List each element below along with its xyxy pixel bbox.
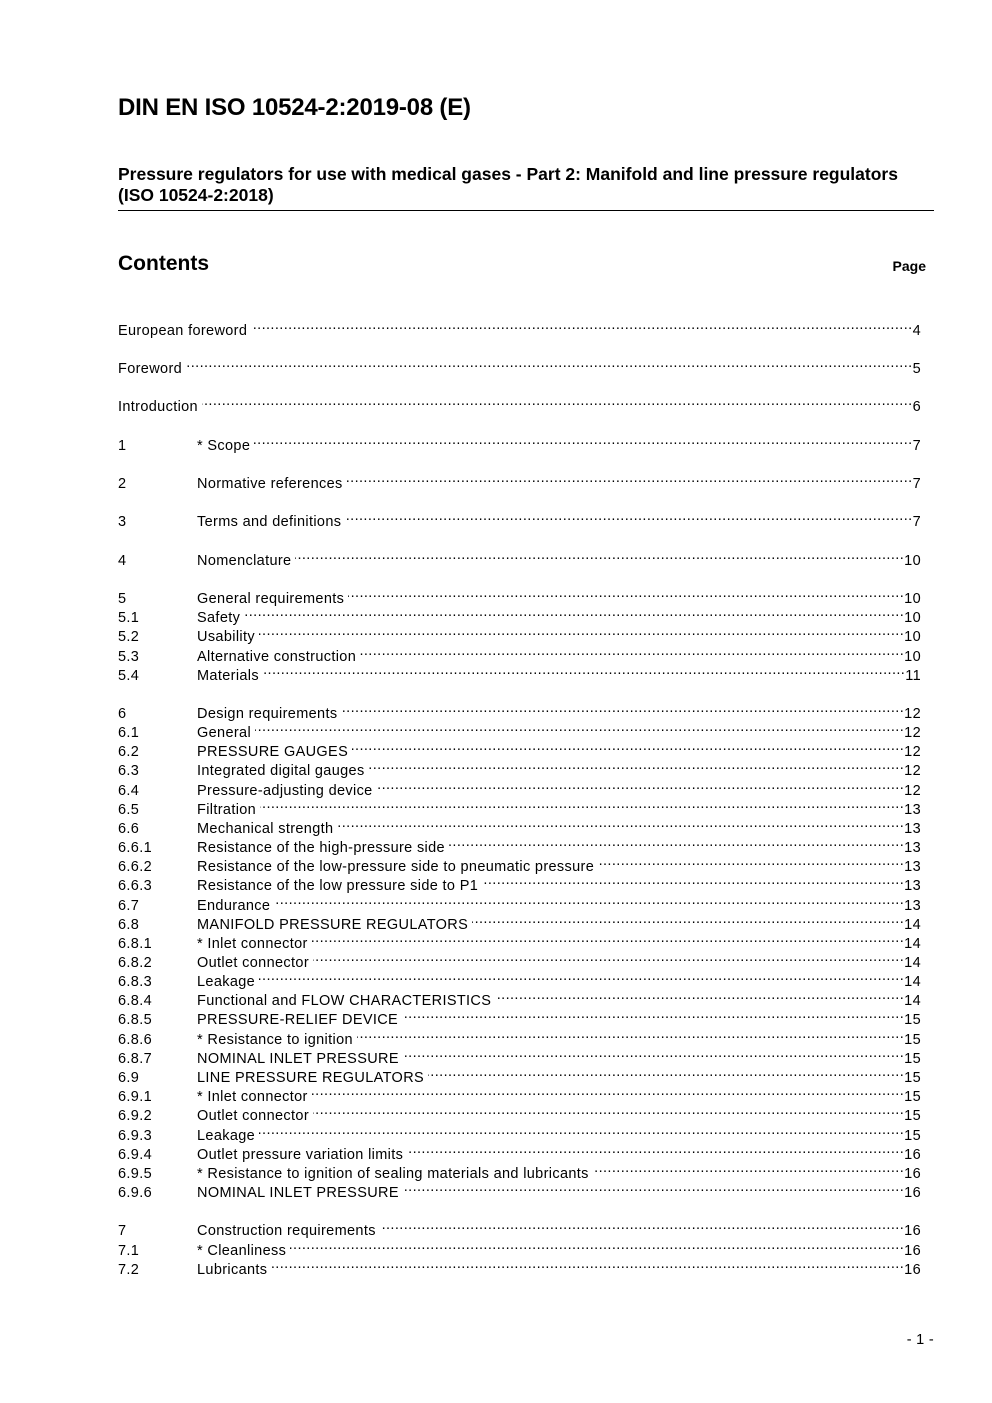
- toc-page-number: 12: [904, 763, 921, 779]
- toc-section-title: European foreword: [118, 323, 248, 339]
- toc-section-number: 7.1: [118, 1243, 140, 1259]
- toc-dot-leader: [244, 603, 904, 622]
- toc-section-title: Mechanical strength: [197, 821, 334, 837]
- toc-dot-leader: [357, 1025, 904, 1044]
- toc-entry[interactable]: [118, 1101, 921, 1124]
- toc-section-title: Outlet connector: [197, 1108, 309, 1124]
- toc-section-number: 5.2: [118, 629, 140, 645]
- toc-dot-leader: [495, 986, 904, 1005]
- toc-entry[interactable]: [118, 776, 921, 799]
- toc-entry[interactable]: [118, 1255, 921, 1278]
- toc-section-title: Terms and definitions: [197, 514, 342, 530]
- toc-section-number: 3: [118, 514, 127, 530]
- toc-page-number: 16: [904, 1147, 921, 1163]
- toc-section-number: 6.9.2: [118, 1108, 152, 1124]
- toc-section-number: 6.9.3: [118, 1128, 152, 1144]
- toc-section-title: * Inlet connector: [197, 936, 308, 952]
- toc-entry[interactable]: [118, 891, 921, 914]
- toc-section-number: 6.7: [118, 898, 140, 914]
- toc-section-number: 6.9.5: [118, 1166, 152, 1182]
- toc-dot-leader: [312, 929, 904, 948]
- toc-section-title: MANIFOLD PRESSURE REGULATORS: [197, 917, 469, 933]
- toc-section-number: 6.8: [118, 917, 140, 933]
- toc-page-number: 15: [904, 1032, 921, 1048]
- toc-section-number: 6.9: [118, 1070, 140, 1086]
- toc-page-number: 10: [904, 610, 921, 626]
- toc-entry[interactable]: [118, 507, 921, 530]
- toc-section-title: Usability: [197, 629, 255, 645]
- toc-dot-leader: [449, 833, 904, 852]
- toc-entry[interactable]: [118, 871, 921, 894]
- toc-page-number: 15: [904, 1070, 921, 1086]
- toc-section-number: 6.8.7: [118, 1051, 152, 1067]
- toc-section-title: * Resistance to ignition of sealing materials and lubricants: [197, 1166, 589, 1182]
- toc-section-title: Nomenclature: [197, 553, 292, 569]
- toc-page-number: 4: [912, 323, 921, 339]
- toc-section-number: 6.9.6: [118, 1185, 152, 1201]
- toc-section-title: * Resistance to ignition: [197, 1032, 353, 1048]
- toc-section-title: Outlet connector: [197, 955, 309, 971]
- toc-dot-leader: [202, 392, 913, 411]
- toc-dot-leader: [260, 795, 904, 814]
- toc-page-number: 13: [904, 859, 921, 875]
- toc-entry[interactable]: [118, 1082, 921, 1105]
- toc-dot-leader: [259, 967, 904, 986]
- toc-page-number: 12: [904, 706, 921, 722]
- toc-section-title: Outlet pressure variation limits: [197, 1147, 404, 1163]
- toc-page-number: 7: [912, 476, 921, 492]
- toc-section-title: Leakage: [197, 974, 256, 990]
- toc-section-number: 6.8.2: [118, 955, 152, 971]
- toc-entry[interactable]: [118, 814, 921, 837]
- toc-entry[interactable]: [118, 661, 921, 684]
- toc-dot-leader: [482, 871, 904, 890]
- toc-section-title: Leakage: [197, 1128, 256, 1144]
- toc-dot-leader: [360, 642, 904, 661]
- toc-entry[interactable]: [118, 1236, 921, 1259]
- toc-page-number: 16: [904, 1166, 921, 1182]
- toc-page-number: 15: [904, 1051, 921, 1067]
- toc-page-number: 15: [904, 1128, 921, 1144]
- toc-section-title: Integrated digital gauges: [197, 763, 365, 779]
- toc-entry[interactable]: [118, 622, 921, 645]
- toc-page-number: 16: [904, 1262, 921, 1278]
- toc-page-number: 14: [904, 993, 921, 1009]
- toc-section-number: 5.3: [118, 649, 140, 665]
- toc-entry[interactable]: [118, 852, 921, 875]
- toc-section-title: Materials: [197, 668, 259, 684]
- toc-section-number: 6.8.3: [118, 974, 152, 990]
- toc-entry[interactable]: [118, 1140, 921, 1163]
- contents-heading: Contents: [118, 252, 209, 275]
- toc-dot-leader: [345, 507, 912, 526]
- toc-dot-leader: [352, 737, 904, 756]
- toc-section-title: PRESSURE-RELIEF DEVICE: [197, 1012, 399, 1028]
- toc-entry[interactable]: [118, 756, 921, 779]
- toc-entry[interactable]: [118, 1044, 921, 1067]
- toc-entry[interactable]: [118, 1178, 921, 1201]
- document-title: DIN EN ISO 10524-2:2019-08 (E): [118, 94, 471, 121]
- toc-entry[interactable]: [118, 910, 921, 933]
- toc-dot-leader: [407, 1140, 904, 1159]
- toc-entry[interactable]: [118, 642, 921, 665]
- toc-page-number: 12: [904, 783, 921, 799]
- toc-section-title: General requirements: [197, 591, 345, 607]
- toc-entry[interactable]: [118, 431, 921, 454]
- toc-page-number: 13: [904, 878, 921, 894]
- toc-dot-leader: [341, 699, 904, 718]
- toc-section-number: 6.9.1: [118, 1089, 152, 1105]
- toc-entry[interactable]: [118, 986, 921, 1009]
- toc-dot-leader: [472, 910, 904, 929]
- toc-dot-leader: [274, 891, 904, 910]
- toc-dot-leader: [312, 1082, 904, 1101]
- toc-section-title: Resistance of the high-pressure side: [197, 840, 445, 856]
- page-number: - 1 -: [906, 1332, 934, 1348]
- toc-section-title: * Cleanliness: [197, 1243, 287, 1259]
- toc-section-number: 1: [118, 438, 127, 454]
- toc-page-number: 15: [904, 1012, 921, 1028]
- toc-dot-leader: [259, 622, 904, 641]
- toc-entry[interactable]: [118, 1005, 921, 1028]
- toc-section-number: 5: [118, 591, 127, 607]
- toc-dot-leader: [403, 1044, 904, 1063]
- toc-section-title: Lubricants: [197, 1262, 268, 1278]
- document-subtitle: Pressure regulators for use with medical gases - Part 2: Manifold and line pressure regulators (ISO 10524-2:2018): [118, 164, 898, 205]
- toc-page-number: 10: [904, 591, 921, 607]
- toc-entry[interactable]: [118, 603, 921, 626]
- toc-section-title: Foreword: [118, 361, 183, 377]
- toc-section-title: PRESSURE GAUGES: [197, 744, 349, 760]
- toc-dot-leader: [380, 1216, 904, 1235]
- toc-page-number: 15: [904, 1108, 921, 1124]
- toc-page-number: 11: [905, 668, 921, 684]
- toc-page-number: 12: [904, 744, 921, 760]
- toc-section-title: Pressure-adjusting device: [197, 783, 373, 799]
- toc-entry[interactable]: [118, 1159, 921, 1182]
- toc-page-number: 10: [904, 553, 921, 569]
- toc-section-number: 7.2: [118, 1262, 140, 1278]
- toc-dot-leader: [251, 316, 912, 335]
- toc-section-title: NOMINAL INLET PRESSURE: [197, 1051, 399, 1067]
- toc-section-number: 6.8.1: [118, 936, 152, 952]
- toc-section-number: 5.1: [118, 610, 140, 626]
- toc-section-title: General: [197, 725, 252, 741]
- toc-entry[interactable]: [118, 1121, 921, 1144]
- toc-entry[interactable]: [118, 833, 921, 856]
- toc-section-number: 6.8.6: [118, 1032, 152, 1048]
- table-of-contents: [118, 0, 921, 1403]
- toc-dot-leader: [254, 431, 912, 450]
- toc-dot-leader: [259, 1121, 904, 1140]
- toc-section-number: 6.8.5: [118, 1012, 152, 1028]
- toc-section-number: 6.9.4: [118, 1147, 152, 1163]
- toc-section-title: Design requirements: [197, 706, 338, 722]
- toc-entry[interactable]: [118, 1025, 921, 1048]
- toc-entry[interactable]: [118, 718, 921, 741]
- toc-dot-leader: [290, 1236, 904, 1255]
- toc-section-title: Alternative construction: [197, 649, 357, 665]
- toc-page-number: 13: [904, 821, 921, 837]
- toc-dot-leader: [403, 1178, 904, 1197]
- toc-section-title: Construction requirements: [197, 1223, 376, 1239]
- toc-section-title: Resistance of the low-pressure side to pneumatic pressure: [197, 859, 595, 875]
- toc-page-number: 16: [904, 1223, 921, 1239]
- toc-entry[interactable]: [118, 354, 921, 377]
- toc-page-number: 16: [904, 1185, 921, 1201]
- toc-dot-leader: [271, 1255, 904, 1274]
- toc-section-number: 6.1: [118, 725, 140, 741]
- toc-dot-leader: [377, 776, 905, 795]
- toc-section-title: Filtration: [197, 802, 257, 818]
- toc-page-number: 6: [912, 399, 921, 415]
- toc-page-number: 5: [912, 361, 921, 377]
- toc-dot-leader: [598, 852, 904, 871]
- toc-page-number: 15: [904, 1089, 921, 1105]
- toc-page-number: 14: [904, 955, 921, 971]
- toc-section-number: 6: [118, 706, 127, 722]
- toc-dot-leader: [347, 469, 913, 488]
- toc-page-number: 10: [904, 629, 921, 645]
- toc-section-number: 6.3: [118, 763, 140, 779]
- toc-entry[interactable]: [118, 948, 921, 971]
- toc-dot-leader: [313, 1101, 904, 1120]
- toc-page-number: 12: [904, 725, 921, 741]
- toc-page-number: 7: [912, 438, 921, 454]
- page-column-heading: Page: [892, 258, 926, 274]
- toc-section-number: 6.6: [118, 821, 140, 837]
- toc-page-number: 10: [904, 649, 921, 665]
- toc-section-number: 6.2: [118, 744, 140, 760]
- toc-section-number: 6.6.2: [118, 859, 152, 875]
- toc-page-number: 7: [912, 514, 921, 530]
- toc-entry[interactable]: [118, 929, 921, 952]
- toc-section-number: 6.8.4: [118, 993, 152, 1009]
- toc-section-number: 5.4: [118, 668, 140, 684]
- toc-entry[interactable]: [118, 584, 921, 607]
- toc-page-number: 13: [904, 840, 921, 856]
- toc-section-title: * Inlet connector: [197, 1089, 308, 1105]
- toc-section-title: * Scope: [197, 438, 251, 454]
- toc-entry[interactable]: [118, 546, 921, 569]
- toc-entry[interactable]: [118, 967, 921, 990]
- toc-entry[interactable]: [118, 392, 921, 415]
- toc-page-number: 14: [904, 917, 921, 933]
- toc-section-number: 4: [118, 553, 127, 569]
- toc-dot-leader: [263, 661, 905, 680]
- toc-page-number: 14: [904, 974, 921, 990]
- toc-section-number: 6.6.3: [118, 878, 152, 894]
- toc-section-title: LINE PRESSURE REGULATORS: [197, 1070, 425, 1086]
- toc-entry[interactable]: [118, 1063, 921, 1086]
- toc-dot-leader: [369, 756, 905, 775]
- toc-section-number: 6.5: [118, 802, 140, 818]
- toc-section-title: NOMINAL INLET PRESSURE: [197, 1185, 399, 1201]
- toc-entry[interactable]: [118, 1216, 921, 1239]
- toc-section-title: Functional and FLOW CHARACTERISTICS: [197, 993, 492, 1009]
- toc-section-title: Introduction: [118, 399, 198, 415]
- toc-dot-leader: [313, 948, 904, 967]
- toc-page-number: 13: [904, 802, 921, 818]
- toc-dot-leader: [428, 1063, 904, 1082]
- toc-entry[interactable]: [118, 316, 921, 339]
- toc-dot-leader: [402, 1005, 904, 1024]
- toc-dot-leader: [255, 718, 904, 737]
- toc-section-title: Resistance of the low pressure side to P1: [197, 878, 479, 894]
- toc-page-number: 16: [904, 1243, 921, 1259]
- toc-section-title: Safety: [197, 610, 241, 626]
- toc-section-number: 2: [118, 476, 127, 492]
- toc-dot-leader: [337, 814, 904, 833]
- toc-dot-leader: [593, 1159, 904, 1178]
- toc-page-number: 14: [904, 936, 921, 952]
- toc-entry[interactable]: [118, 795, 921, 818]
- toc-section-title: Endurance: [197, 898, 271, 914]
- toc-section-title: Normative references: [197, 476, 343, 492]
- toc-section-number: 6.6.1: [118, 840, 152, 856]
- toc-entry[interactable]: [118, 737, 921, 760]
- toc-dot-leader: [186, 354, 913, 373]
- toc-entry[interactable]: [118, 699, 921, 722]
- toc-section-number: 7: [118, 1223, 127, 1239]
- toc-section-number: 6.4: [118, 783, 140, 799]
- toc-entry[interactable]: [118, 469, 921, 492]
- toc-dot-leader: [348, 584, 904, 603]
- toc-dot-leader: [295, 546, 904, 565]
- toc-page-number: 13: [904, 898, 921, 914]
